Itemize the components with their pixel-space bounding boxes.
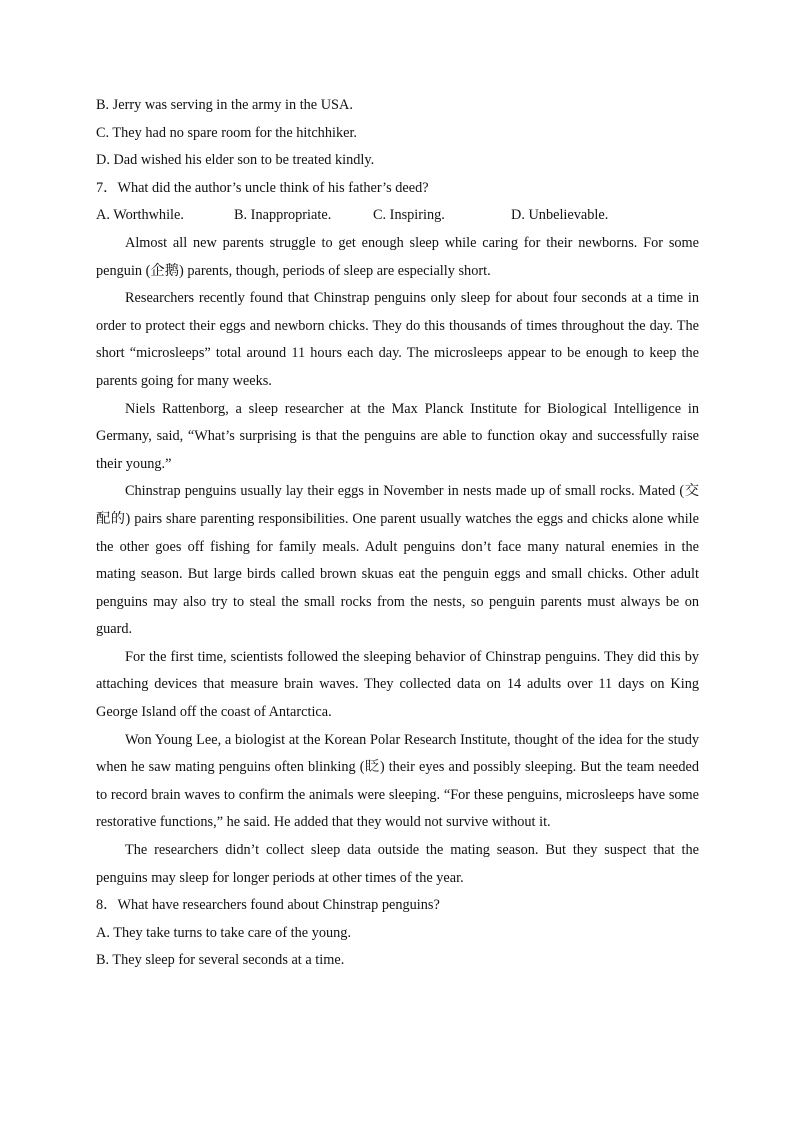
passage-paragraph: For the first time, scientists followed the sleeping behavior of Chinstrap penguins. They did this by attaching devices that measure brain waves. They collected data on 14 adults over 11 days on King George Island off the coast of Antarctica. [96, 648, 699, 721]
passage-paragraph: Won Young Lee, a biologist at the Korean Polar Research Institute, thought of the idea for the study when he saw mating penguins often blinking (眨) their eyes and possibly sleeping. But the team needed to record brain waves to confirm the animals were sleeping. “For these penguins, microsleeps have some restorative functions,” he said. He added that they would not survive without it. [96, 731, 699, 831]
passage-paragraph: The researchers didn’t collect sleep data outside the mating season. But they suspect that the penguins may sleep for longer periods at other times of the year. [96, 842, 699, 886]
document-page [96, 92, 699, 975]
option-c-prev: C. They had no spare room for the hitchhiker. [96, 124, 357, 141]
q7-option-c: C. Inspiring. [373, 207, 445, 224]
question-7-options [96, 202, 699, 230]
reading-passage [96, 230, 699, 892]
q7-option-a: A. Worthwhile. [96, 207, 184, 224]
passage-paragraph: Almost all new parents struggle to get enough sleep while caring for their newborns. For some penguin (企鹅) parents, though, periods of sleep are especially short. [96, 234, 699, 279]
question-7-stem: 7．What did the author’s uncle think of his father’s deed? [96, 179, 429, 196]
passage-paragraph: Researchers recently found that Chinstrap penguins only sleep for about four seconds at a time in order to protect their eggs and newborn chicks. They do this thousands of times throughout the day. The short “microsleeps” total around 11 hours each day. The microsleeps appear to be enough to keep the parents going for many weeks. [96, 290, 699, 389]
q8-option-a: A. They take turns to take care of the young. [96, 924, 352, 941]
option-d-prev: D. Dad wished his elder son to be treated kindly. [96, 152, 375, 169]
question-8-stem: 8．What have researchers found about Chinstrap penguins? [96, 897, 440, 914]
passage-paragraph: Niels Rattenborg, a sleep researcher at the Max Planck Institute for Biological Intelligence in Germany, said, “What’s surprising is that the penguins are able to function okay and successfully raise their young.” [96, 400, 699, 472]
q7-option-b: B. Inappropriate. [234, 207, 332, 224]
q8-option-b: B. They sleep for several seconds at a time. [96, 952, 345, 969]
option-b-prev: B. Jerry was serving in the army in the USA. [96, 97, 353, 113]
passage-paragraph: Chinstrap penguins usually lay their eggs in November in nests made up of small rocks. Mated (交配的) pairs share parenting responsibilities. One parent usually watches the eggs and chicks alone while the other goes off fishing for family meals. Adult penguins don’t face many natural enemies in the mating season. But large birds called brown skuas eat the penguin eggs and small chicks. Other adult penguins may also try to steal the small rocks from the nests, so penguin parents must always be on guard. [96, 483, 699, 638]
q7-option-d: D. Unbelievable. [511, 207, 609, 224]
